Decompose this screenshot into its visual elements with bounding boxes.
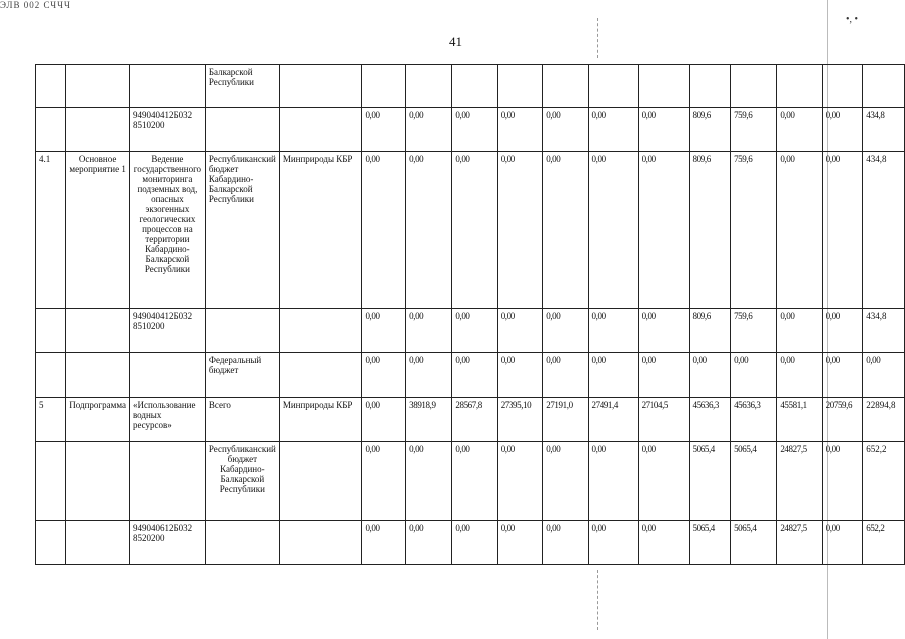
- cell-value: 0,00: [822, 521, 863, 565]
- cell-value: 759,6: [731, 152, 777, 309]
- cell-value: 0,00: [543, 442, 588, 521]
- cell-value: 0,00: [362, 108, 406, 152]
- header-scan-text: ЭЛВ 002 СЧЧЧ: [0, 0, 71, 10]
- cell-source: Балкарской Республики: [205, 65, 279, 108]
- cell-source: Республиканский бюджет Кабардино-Балкарской Республики: [205, 442, 279, 521]
- cell-value: 0,00: [588, 442, 638, 521]
- cell-executor: Минприроды КБР: [279, 152, 362, 309]
- cell-code: 949040412Б032 8510200: [129, 309, 205, 353]
- cell-value: 652,2: [863, 442, 905, 521]
- cell-value: 0,00: [543, 353, 588, 398]
- cell-value: 0,00: [777, 108, 822, 152]
- cell-value: 0,00: [406, 521, 452, 565]
- cell-source: Всего: [205, 398, 279, 442]
- cell-value: 0,00: [822, 353, 863, 398]
- cell-value: 0,00: [452, 521, 497, 565]
- cell-value: 45581,1: [777, 398, 822, 442]
- cell-value: 652,2: [863, 521, 905, 565]
- cell-value: 0,00: [497, 309, 543, 353]
- cell-value: 0,00: [362, 398, 406, 442]
- cell-value: 0,00: [777, 309, 822, 353]
- cell-value: 0,00: [362, 442, 406, 521]
- cell-code: 949040612Б032 8520200: [129, 521, 205, 565]
- cell-value: 0,00: [362, 152, 406, 309]
- cell-value: 20759,6: [822, 398, 863, 442]
- cell-value: 28567,8: [452, 398, 497, 442]
- cell-value: 0,00: [638, 108, 689, 152]
- cell-value: 27395,10: [497, 398, 543, 442]
- cell-title: «Использование водных ресурсов»: [129, 398, 205, 442]
- cell-value: 0,00: [638, 309, 689, 353]
- cell-value: 5065,4: [689, 442, 731, 521]
- cell-value: 5065,4: [731, 521, 777, 565]
- cell-value: 759,6: [731, 108, 777, 152]
- cell-value: 0,00: [406, 152, 452, 309]
- corner-marks: •, •: [846, 14, 859, 25]
- cell-value: 434,8: [863, 108, 905, 152]
- cell-number: 4.1: [36, 152, 66, 309]
- cell-value: 0,00: [543, 152, 588, 309]
- cell-source: Федеральный бюджет: [205, 353, 279, 398]
- cell-value: 434,8: [863, 152, 905, 309]
- cell-value: 0,00: [362, 309, 406, 353]
- cell-executor: Минприроды КБР: [279, 398, 362, 442]
- cell-value: 0,00: [638, 353, 689, 398]
- cell-value: 0,00: [822, 309, 863, 353]
- cell-value: 0,00: [452, 152, 497, 309]
- cell-value: 24827,5: [777, 442, 822, 521]
- cell-value: 0,00: [731, 353, 777, 398]
- cell-source: Республиканский бюджет Кабардино-Балкарской Республики: [205, 152, 279, 309]
- cell-value: 38918,9: [406, 398, 452, 442]
- table-row: [36, 442, 905, 521]
- cell-value: 0,00: [543, 108, 588, 152]
- scan-fold-line-bottom: [597, 570, 598, 630]
- cell-value: 0,00: [777, 152, 822, 309]
- cell-value: 27104,5: [638, 398, 689, 442]
- cell-value: 0,00: [822, 442, 863, 521]
- cell-value: 759,6: [731, 309, 777, 353]
- table-row: [36, 521, 905, 565]
- cell-value: 0,00: [452, 442, 497, 521]
- cell-value: 0,00: [452, 108, 497, 152]
- page-number: 41: [449, 34, 462, 49]
- cell-value: 0,00: [863, 353, 905, 398]
- cell-status: Основное мероприятие 1: [66, 152, 130, 309]
- cell-value: 434,8: [863, 309, 905, 353]
- table-row: [36, 65, 905, 108]
- cell-value: 0,00: [362, 353, 406, 398]
- budget-table: [35, 64, 905, 565]
- cell-value: 0,00: [822, 108, 863, 152]
- cell-value: 0,00: [822, 152, 863, 309]
- cell-value: 0,00: [638, 521, 689, 565]
- cell-value: 0,00: [588, 353, 638, 398]
- cell-status: Подпрограмма: [66, 398, 130, 442]
- cell-value: 0,00: [452, 353, 497, 398]
- cell-title: Ведение государственного мониторинга подземных вод, опасных экзогенных геологических процессов на территории Кабардино-Балкарской Республики: [129, 152, 205, 309]
- table-row: [36, 108, 905, 152]
- table-row: [36, 309, 905, 353]
- table-row: [36, 353, 905, 398]
- cell-value: 0,00: [588, 152, 638, 309]
- scan-fold-line-top: [597, 18, 598, 58]
- cell-value: 0,00: [689, 353, 731, 398]
- cell-value: 24827,5: [777, 521, 822, 565]
- cell-value: 0,00: [543, 521, 588, 565]
- cell-value: 0,00: [497, 442, 543, 521]
- cell-value: 0,00: [497, 152, 543, 309]
- cell-value: 0,00: [452, 309, 497, 353]
- cell-value: 0,00: [497, 521, 543, 565]
- table-row: [36, 398, 905, 442]
- cell-value: 809,6: [689, 108, 731, 152]
- table-row: [36, 152, 905, 309]
- cell-value: 0,00: [406, 108, 452, 152]
- cell-value: 0,00: [638, 152, 689, 309]
- cell-value: 0,00: [543, 309, 588, 353]
- cell-value: 0,00: [777, 353, 822, 398]
- cell-value: 0,00: [588, 521, 638, 565]
- cell-value: 0,00: [406, 442, 452, 521]
- cell-value: 809,6: [689, 309, 731, 353]
- cell-value: 27191,0: [543, 398, 588, 442]
- cell-value: 0,00: [362, 521, 406, 565]
- cell-code: 949040412Б032 8510200: [129, 108, 205, 152]
- cell-value: 0,00: [588, 108, 638, 152]
- cell-value: 22894,8: [863, 398, 905, 442]
- cell-value: 0,00: [497, 353, 543, 398]
- cell-value: 0,00: [638, 442, 689, 521]
- cell-value: 45636,3: [731, 398, 777, 442]
- cell-value: 45636,3: [689, 398, 731, 442]
- cell-value: 0,00: [406, 309, 452, 353]
- cell-value: 5065,4: [731, 442, 777, 521]
- cell-value: 0,00: [497, 108, 543, 152]
- cell-value: 0,00: [406, 353, 452, 398]
- cell-value: 27491,4: [588, 398, 638, 442]
- cell-value: 0,00: [588, 309, 638, 353]
- cell-number: 5: [36, 398, 66, 442]
- cell-value: 809,6: [689, 152, 731, 309]
- cell-value: 5065,4: [689, 521, 731, 565]
